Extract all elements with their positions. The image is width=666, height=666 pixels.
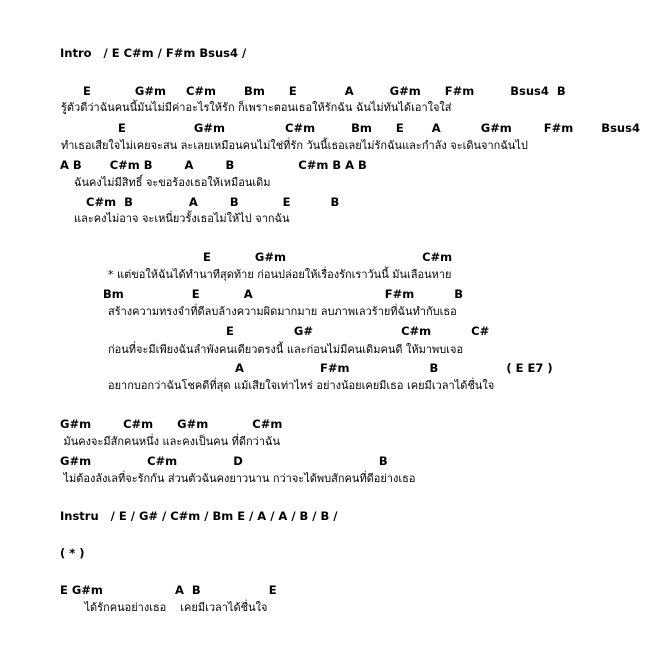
lyric-line: อยากบอกว่าฉันโชคดีที่สุด แม้เสียใจเท่าไหร่ อย่างน้อยเคยมีเธอ เคยมีเวลาได้ชื่นใจ [108, 379, 495, 392]
lyric-line: และคงไม่อาจ จะเหนี่ยวรั้งเธอไม่ให้ไป จากฉัน [60, 212, 290, 225]
lyric-line: ได้รักคนอย่างเธอ เคยมีเวลาได้ชื่นใจ [60, 601, 268, 614]
lyric-line: ทำเธอเสียใจไม่เคยจะสน ละเลยเหมือนคนไม่ใช่ที่รัก วันนี้เธอเลยไม่รักฉันและกำลัง จะเดินจากฉันไป [61, 139, 528, 152]
lyric-line: ไม่ต้องลังเลที่จะรักกัน ส่วนตัวฉันคงยาวนาน กว่าจะได้พบสักคนที่ดีอย่างเธอ [60, 472, 416, 485]
chord-line: G#m C#m D B [60, 454, 388, 468]
lyric-line: ฉันคงไม่มีสิทธิ์ จะขอร้องเธอให้เหมือนเดิม [60, 176, 271, 189]
chord-line: G#m C#m G#m C#m [60, 417, 283, 431]
chord-line: E G#m A B E [60, 583, 277, 597]
lyric-line: * แต่ขอให้ฉันได้ทำนาทีสุดท้าย ก่อนปล่อยให้เรื่องรักเราวันนี้ มันเลือนหาย [108, 268, 452, 281]
lyric-line: รู้ตัวดีว่าฉันคนนี้มันไม่มีค่าอะไรให้รัก ก็เพราะตอนเธอให้รักฉัน ฉันไม่ทันได้เอาใจใส่ [61, 101, 452, 114]
chord-line: E G#m C#m Bm E A G#m F#m Bsus4 [118, 121, 640, 135]
chord-line: E G#m C#m [203, 250, 453, 264]
instru-line: Instru / E / G# / C#m / Bm E / A / A / B / B / [60, 509, 338, 523]
lyric-line: สร้างความทรงจำที่ดีลบล้างความผิดมากมาย ลบภาพเลวร้ายที่ฉันทำกับเธอ [108, 305, 457, 318]
chord-line: E G#m C#m Bm E A G#m F#m Bsus4 B [83, 84, 566, 98]
chord-line: A F#m B ( E E7 ) [235, 361, 553, 375]
chord-line: C#m B A B E B [70, 195, 340, 209]
chorus-marker: ( * ) [60, 546, 85, 560]
lyric-line: มันคงจะมีสักคนหนึ่ง และคงเป็นคน ที่ดีกว่าฉัน [60, 435, 281, 448]
chord-line: E G# C#m C# [226, 324, 490, 338]
intro-line: Intro / E C#m / F#m Bsus4 / [60, 46, 247, 60]
chord-line: Bm E A F#m B [103, 287, 464, 301]
chord-line: A B C#m B A B C#m B A B [60, 158, 367, 172]
lyric-line: ก่อนที่จะมีเพียงฉันลำพังคนเดียวตรงนี้ และก่อนไม่มีคนเดิมคนดี ให้มาพบเจอ [108, 343, 464, 356]
